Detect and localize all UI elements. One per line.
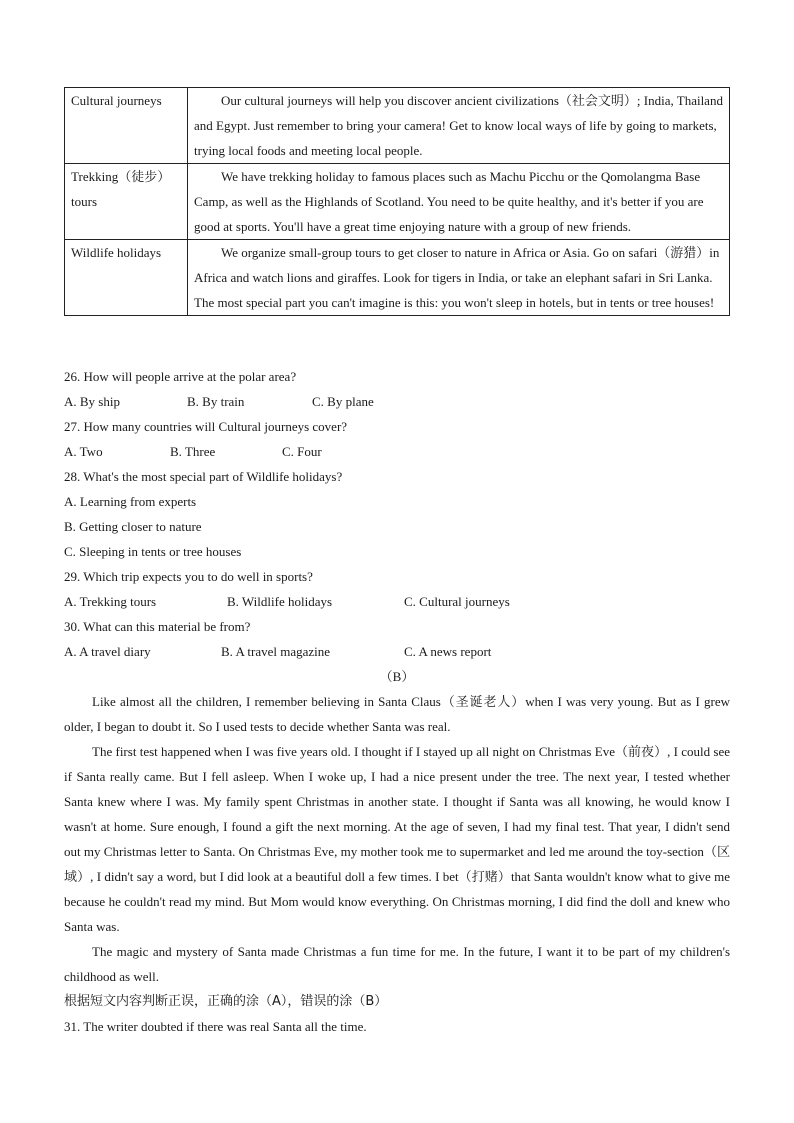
option-c: C. Cultural journeys	[404, 594, 510, 609]
question-31: 31. The writer doubted if there was real Santa all the time.	[64, 1019, 367, 1034]
option-b: B. Three	[170, 444, 216, 459]
option-b: B. By train	[187, 394, 245, 409]
option-a: A. Learning from experts	[64, 494, 197, 509]
question-28: 28. What's the most special part of Wildlife holidays?	[64, 469, 343, 484]
question-29: 29. Which trip expects you to do well in sports?	[64, 569, 313, 584]
instruction: 根据短文内容判断正误，正确的涂（A），错误的涂（B）	[64, 994, 388, 1009]
options-30	[64, 639, 730, 664]
tour-description-cell: We organize small-group tours to get closer to nature in Africa or Asia. Go on safari（游猎）in Africa and watch lions and giraffes. Look for tigers in India, or take an elephant safari in Sri Lanka. The most special part you can't imagine is this: you won't sleep in hotels, but in tents or tree houses!	[188, 240, 730, 316]
options-29	[64, 589, 730, 614]
option-b: B. Wildlife holidays	[227, 594, 333, 609]
tour-type-cell: Cultural journeys	[65, 88, 188, 164]
passage-paragraph: Like almost all the children, I remember believing in Santa Claus（圣诞老人）when I was very young. But as I grew older, I began to doubt it. So I used tests to decide whether Santa was real.	[64, 694, 730, 734]
table-row	[65, 240, 730, 316]
tour-table	[64, 87, 730, 316]
passage-paragraph: The magic and mystery of Santa made Christmas a fun time for me. In the future, I want it to be part of my children's childhood as well.	[64, 944, 730, 984]
tour-description-cell: Our cultural journeys will help you discover ancient civilizations（社会文明）; India, Thailand and Egypt. Just remember to bring your camera! Get to know local ways of life by going to markets, trying local foods and meeting local people.	[188, 88, 730, 164]
table-row	[65, 88, 730, 164]
table-row	[65, 164, 730, 240]
tour-description-cell: We have trekking holiday to famous places such as Machu Picchu or the Qomolangma Base Camp, as well as the Highlands of Scotland. You need to be quite healthy, and it's better if you are good at sports. You'll have a great time enjoying nature with a group of new friends.	[188, 164, 730, 240]
question-26: 26. How will people arrive at the polar area?	[64, 369, 297, 384]
option-c: C. Sleeping in tents or tree houses	[64, 544, 242, 559]
option-a: A. By ship	[64, 394, 120, 409]
option-a: A. A travel diary	[64, 644, 151, 659]
option-a: A. Two	[64, 444, 103, 459]
passage-paragraph: The first test happened when I was five years old. I thought if I stayed up all night on Christmas Eve（前夜）, I could see if Santa really came. But I fell asleep. When I woke up, I had a nice present under the tree. The next year, I tested whether Santa knew where I was. My family spent Christmas in another state. I thought if Santa was all knowing, he would know I wasn't at home. Sure enough, I found a gift the next morning. At the age of seven, I had my final test. That year, I didn't send out my Christmas letter to Santa. On Christmas Eve, my mother took me to supermarket and led me around the toy-section（区域）, I didn't say a word, but I did look at a beautiful doll a few times. I bet（打赌）that Santa wouldn't know what to give me because he couldn't read my mind. But Mom would know everything. On Christmas morning, I did find the doll and knew who Santa was.	[64, 744, 730, 934]
options-26	[64, 389, 730, 414]
options-27	[64, 439, 730, 464]
option-c: C. By plane	[312, 394, 374, 409]
section-b-heading: （B）	[379, 669, 415, 684]
tour-type-cell: Trekking（徒步）tours	[65, 164, 188, 240]
question-block	[64, 364, 730, 1039]
tour-type-cell: Wildlife holidays	[65, 240, 188, 316]
option-c: C. Four	[282, 444, 322, 459]
option-c: C. A news report	[404, 644, 492, 659]
option-b: B. A travel magazine	[221, 644, 331, 659]
question-30: 30. What can this material be from?	[64, 619, 251, 634]
question-27: 27. How many countries will Cultural journeys cover?	[64, 419, 348, 434]
option-b: B. Getting closer to nature	[64, 519, 202, 534]
option-a: A. Trekking tours	[64, 594, 157, 609]
